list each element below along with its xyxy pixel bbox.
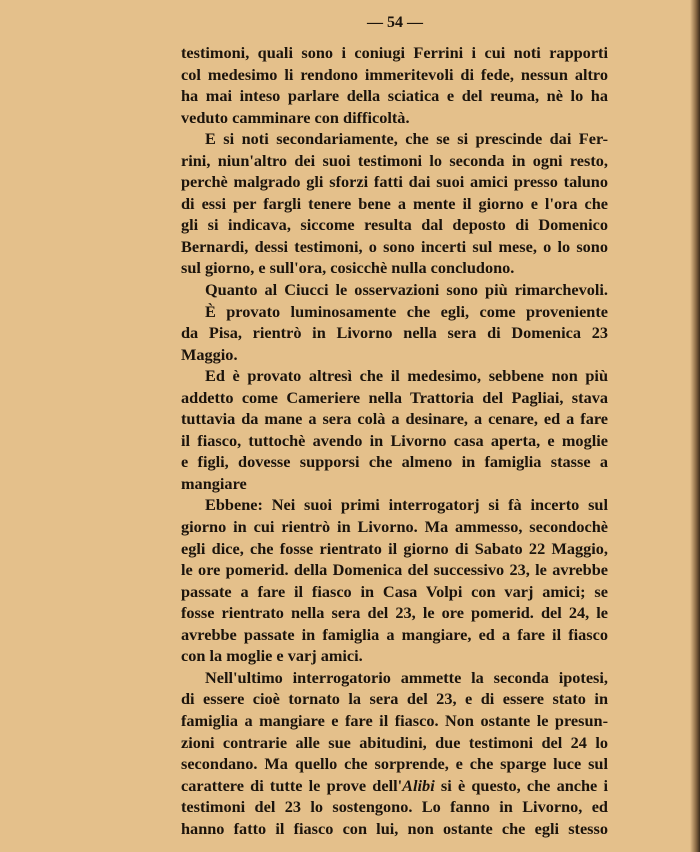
paragraph bbox=[181, 667, 608, 839]
text-line: rini, niun'altro dei suoi testimoni lo seconda in ogni resto, bbox=[181, 150, 608, 170]
paragraph bbox=[181, 301, 608, 366]
text-line: gli si indicava, siccome resulta dal deposto di Domenico bbox=[181, 215, 608, 235]
text-line: È provato luminosamente che egli, come proveniente bbox=[205, 301, 608, 321]
body-text bbox=[181, 42, 608, 839]
text-line: ha mai inteso parlare della sciatica e del reuma, nè lo ha bbox=[181, 86, 608, 106]
text-line: Bernardi, dessi testimoni, o sono incerti sul mese, o lo sono bbox=[181, 236, 608, 256]
text-line: egli dice, che fosse rientrato il giorno di Sabato 22 Maggio, bbox=[181, 538, 608, 558]
text-line: Ebbene: Nei suoi primi interrogatorj si fà incerto sul bbox=[205, 495, 608, 515]
text-segment: carattere di tutte le prove dell' bbox=[181, 775, 403, 795]
text-line: di essi per fargli tenere bene a mente il giorno e l'ora che bbox=[181, 193, 608, 213]
text-line: mangiare bbox=[181, 473, 247, 493]
text-line: giorno in cui rientrò in Livorno. Ma ammesso, secondochè bbox=[181, 517, 608, 537]
text-line: Maggio. bbox=[181, 344, 238, 364]
text-line: avrebbe passate in famiglia a mangiare, ed a fare il fiasco bbox=[181, 624, 608, 644]
text-line: passate a fare il fiasco in Casa Volpi con varj amici; se bbox=[181, 581, 608, 601]
text-line: Ed è provato altresì che il medesimo, sebbene non più bbox=[205, 366, 608, 386]
text-line: le ore pomerid. della Domenica del successivo 23, le avrebbe bbox=[181, 560, 608, 580]
text-line: hanno fatto il fiasco con lui, non ostante che egli stesso bbox=[181, 818, 608, 838]
text-line: da Pisa, rientrò in Livorno nella sera di Domenica 23 bbox=[181, 323, 608, 343]
text-line: fosse rientrato nella sera del 23, le ore pomerid. del 24, le bbox=[181, 603, 608, 623]
paragraph bbox=[181, 365, 608, 494]
text-line: E si noti secondariamente, che se si prescinde dai Fer- bbox=[205, 129, 608, 149]
paragraph bbox=[181, 42, 608, 128]
text-line: sul giorno, e sull'ora, cosicchè nulla concludono. bbox=[181, 258, 515, 278]
text-line: Nell'ultimo interrogatorio ammette la seconda ipotesi, bbox=[205, 667, 608, 687]
text-line: testimoni, quali sono i coniugi Ferrini i cui noti rapporti bbox=[181, 43, 608, 62]
text-line: col medesimo li rendono immeritevoli di fede, nessun altro bbox=[181, 64, 608, 84]
text-line: zioni contrarie alle sue abitudini, due testimoni del 24 lo bbox=[181, 732, 608, 752]
italic-term: Alibi bbox=[402, 775, 435, 795]
text-line: tuttavia da mane a sera colà a desinare, a cenare, ed a fare bbox=[181, 409, 608, 429]
text-line bbox=[181, 775, 608, 797]
text-line: secondano. Ma quello che sorprende, e che sparge luce sul bbox=[181, 754, 608, 774]
page-edge-shadow bbox=[690, 0, 700, 852]
paragraph bbox=[181, 494, 608, 666]
paragraph bbox=[181, 279, 608, 301]
text-line: perchè malgrado gli sforzi fatti dai suoi amici presso taluno bbox=[181, 172, 608, 192]
text-line: di essere cioè tornato la sera del 23, e di essere stato in bbox=[181, 689, 608, 709]
text-line: il fiasco, tuttochè avendo in Livorno casa aperta, e moglie bbox=[181, 430, 608, 450]
text-line: veduto camminare con difficoltà. bbox=[181, 107, 410, 127]
text-line: famiglia a mangiare e fare il fiasco. Non ostante le presun- bbox=[181, 710, 608, 730]
text-segment: si è questo, che anche i bbox=[434, 775, 608, 795]
paragraph bbox=[181, 128, 608, 279]
page-number: — 54 — bbox=[367, 14, 423, 31]
text-line: Quanto al Ciucci le osservazioni sono più rimarchevoli. bbox=[205, 280, 608, 300]
text-line: con la moglie e varj amici. bbox=[181, 646, 363, 666]
text-line: e figli, dovesse supporsi che almeno in famiglia stasse a bbox=[181, 452, 608, 472]
text-line: testimoni del 23 lo sostengono. Lo fanno in Livorno, ed bbox=[181, 797, 608, 817]
text-line: addetto come Cameriere nella Trattoria del Pagliai, stava bbox=[181, 387, 608, 407]
